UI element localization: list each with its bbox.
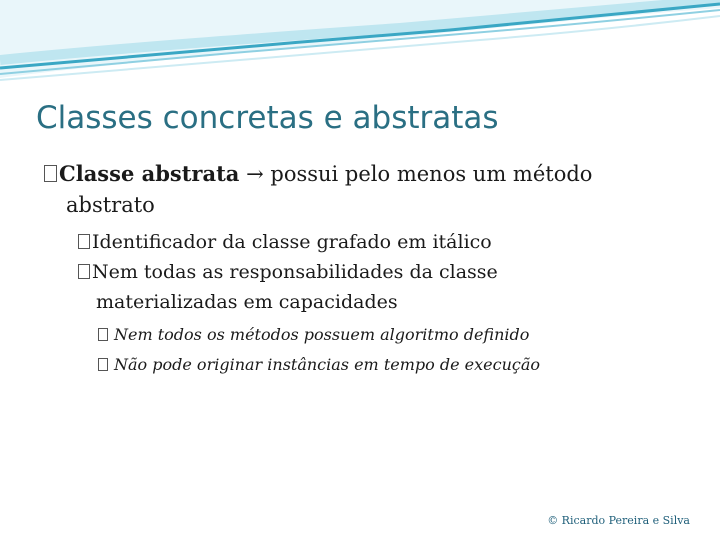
bullet-level1-continuation: abstrato xyxy=(66,193,155,217)
bullet-level2 xyxy=(78,258,498,286)
footer-copyright: © Ricardo Pereira e Silva xyxy=(547,514,690,527)
bullet-bold-term: Classe abstrata xyxy=(59,161,240,186)
bullet-level1 xyxy=(44,158,592,190)
slide-title: Classes concretas e abstratas xyxy=(36,100,499,136)
bullet-box-icon xyxy=(98,328,108,341)
bullet-level2 xyxy=(78,228,492,256)
bullet-level2-continuation: materializadas em capacidades xyxy=(96,291,398,313)
bullet-box-icon xyxy=(78,234,90,249)
bullet-text: Nem todos os métodos possuem algoritmo definido xyxy=(114,325,530,344)
bullet-text: Nem todas as responsabilidades da classe xyxy=(92,261,498,283)
arrow-symbol: → xyxy=(239,162,271,186)
bullet-box-icon xyxy=(44,165,57,182)
bullet-level3 xyxy=(98,322,529,348)
bullet-box-icon xyxy=(98,358,108,371)
bullet-text: possui pelo menos um método xyxy=(270,162,593,186)
bullet-level3 xyxy=(98,352,540,378)
bullet-text: Não pode originar instâncias em tempo de execução xyxy=(114,355,540,374)
bullet-text: Identificador da classe grafado em itálico xyxy=(92,231,492,253)
bullet-box-icon xyxy=(78,264,90,279)
header-wave-decoration xyxy=(0,0,720,100)
